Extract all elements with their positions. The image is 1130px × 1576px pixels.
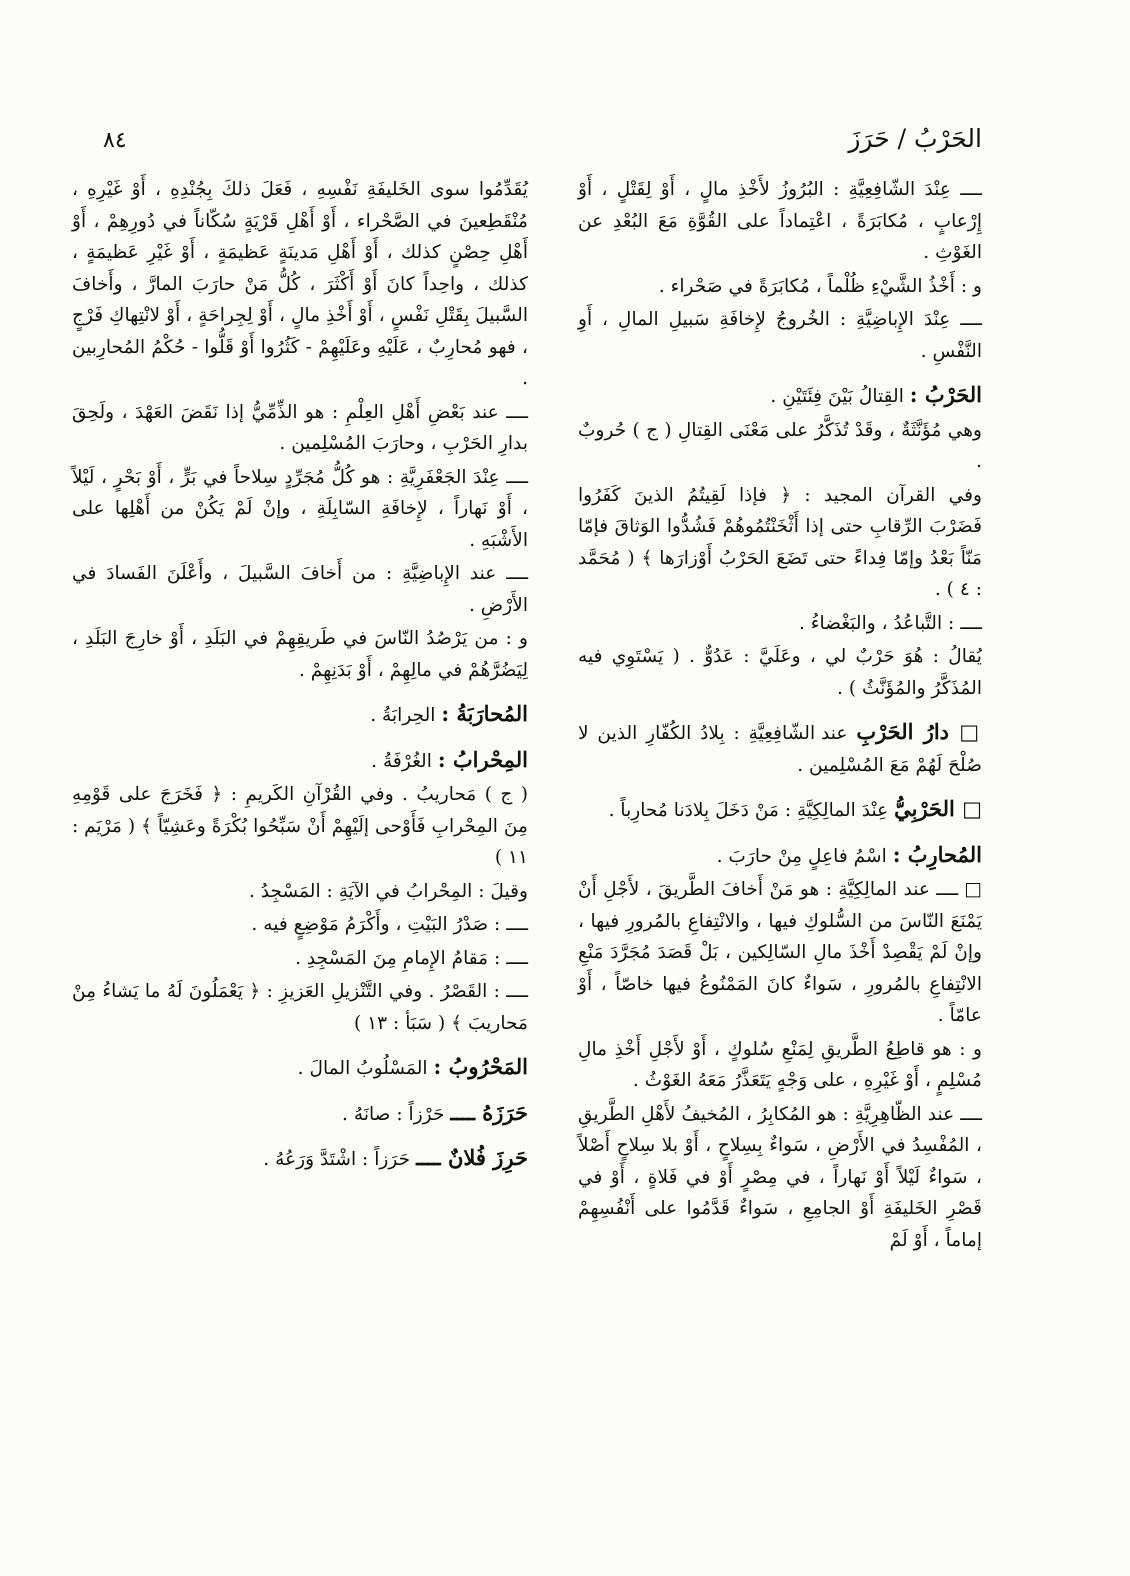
entry-paragraph [578, 1034, 982, 1097]
entry-paragraph [72, 397, 528, 460]
definition-text: وفي القرآن المجيد : ﴿ فإذا لَقِيتُمُ الذينَ كَفَرُوا فَضَرْبَ الرِّقابِ حتى إذا أَثْخَنْتُمُوهُمْ فَشُدُّوا الوَثاقَ فإمّا مَنّاً بَعْدُ وإمّا فِداءً حتى تَضَعَ الحَرْبُ أَوْزارَها ﴾ ( مُحَمَّد : ٤ ) . [578, 484, 982, 600]
definition-text: و : هو قاطِعُ الطَّريقِ لِمَنْعِ سُلوكٍ ، أَوْ لأَجْلِ أَخْذِ مالِ مُسْلِمٍ ، أَوْ غَيْرِهِ ، على وَجْهٍ يَتَعَذَّرُ مَعَهُ الغَوْثُ . [578, 1038, 982, 1091]
definition-text: ــــ : التَّباعُدُ ، والبَغْضاءُ . [798, 612, 982, 634]
definition-text: وهي مُؤَنَّثَةٌ ، وقَدْ تُذَكَّرُ على مَعْنَى القِتالِ ( ج ) حُروبٌ . [578, 419, 982, 472]
entry-paragraph [578, 716, 982, 781]
page-number: ٨٤ [103, 128, 127, 153]
entry-paragraph [578, 379, 982, 413]
definition-text: ــــ عِنْدَ الشّافِعِيَّةِ : البُرُوزُ لأَخْذِ مالٍ ، أَوْ لِقَتْلٍ ، أَوْ إِرْعابٍ ، مُكابَرَةً ، اعْتِماداً على القُوَّةِ مَعَ البُعْدِ عن الغَوْثِ . [578, 179, 982, 263]
entry-paragraph [72, 1051, 528, 1085]
definition-text: يُقالُ : هُوَ حَرْبٌ لي ، وعَلَيَّ : عَدُوٌّ . ( يَسْتَوِي فيه المُذَكَّرُ والمُؤَنَّثُ ) . [578, 646, 982, 699]
definition-text: عِنْدَ المالِكِيَّةِ : مَنْ دَخَلَ بِلادَنا مُحارِباً . [608, 800, 889, 821]
entry-paragraph [72, 558, 528, 621]
definition-text: ــــ : مَقامُ الإِمامِ مِنَ المَسْجِدِ . [295, 947, 528, 969]
definition-text: الحِرابَةُ . [370, 705, 436, 726]
entry-paragraph [72, 943, 528, 975]
entry-paragraph [72, 876, 528, 908]
entry-paragraph [578, 641, 982, 704]
entry-paragraph [578, 304, 982, 367]
definition-text: ــــ عند بَعْضِ أَهْلِ العِلْمِ : هو الذِّمِّيُّ إذا نَقَضَ العَهْدَ ، ولَحِقَ بدارِ الحَرْبِ ، وحارَبَ المُسْلِمين . [72, 401, 528, 454]
definition-text: حَرْزاً : صانَهُ . [342, 1103, 445, 1125]
headword: الحَرْبُ : [909, 382, 982, 407]
definition-text: ــــ عند الظّاهِرِيَّةِ : هو المُكابِرُ ، المُخيفُ لأَهْلِ الطَّريقِ ، المُفْسِدُ في الأَرْضِ ، سَواءٌ بِسِلاحٍ ، أَوْ بلا سِلاحٍ أَصْلاً ، سَواءٌ لَيْلاً أَوْ نَهاراً ، في مِصْرٍ أَوْ في فَلاةٍ ، أَوْ في قَصْرِ الخَليفَةِ أَوْ الجامِعِ ، سَواءٌ قَدَّمُوا على أَنْفُسِهِمْ إماماً ، أَوْ لَمْ [578, 1103, 982, 1251]
headword: المَحْرُوبُ : [433, 1054, 528, 1079]
definition-text: حَرَزاً : اشْتَدَّ وَرَعُهُ . [263, 1149, 411, 1170]
definition-text: ( ج ) مَحاريبُ . وفي القُرْآنِ الكَريمِ : ﴿ فَخَرَجَ على قَوْمِهِ مِنَ المِحْرابِ فَأَوْحى إلَيْهِمْ أَنْ سَبِّحُوا بُكْرَةً وعَشِيّاً ﴾ ( مَرْيَم : ١١ ) [72, 784, 528, 868]
left-column [72, 174, 528, 1178]
entry-paragraph [72, 623, 528, 686]
headword: حَرِزَ فُلانٌ ــــ [416, 1145, 528, 1170]
definition-text: □ ــــ عند المالِكِيَّةِ : هو مَنْ أَخافَ الطَّريقَ ، لأَجْلِ أَنْ يَمْنَعَ النّاسَ من السُّلوكِ فيها ، والانْتِفاعِ بالمُرورِ فيها ، وإنْ لَمْ يَقْصِدْ أَخْذَ مالِ السّالِكين ، بَلْ قَصَدَ مُجَرَّدَ مَنْعِ الانْتِفاعِ بالمُرورِ ، سَواءٌ كانَ المَمْنُوعُ فيها خاصّاً ، أَوْ عامّاً . [578, 879, 982, 1026]
entry-paragraph [72, 1142, 528, 1176]
entry-paragraph [72, 174, 528, 395]
entry-paragraph [578, 874, 982, 1032]
definition-text: ــــ : صَدْرُ البَيْتِ ، وأَكْرَمُ مَوْضِعٍ فيه . [251, 914, 528, 935]
definition-text: ــــ عِنْدَ الإِباضِيَّةِ : الخُروجُ لإِخافَةِ سَبيلِ المالِ ، أَوِ النَّفْسِ . [578, 309, 982, 362]
page-header-title: الحَرْبُ / حَرَزَ [848, 124, 982, 153]
headword: المِحْرابُ : [437, 746, 528, 772]
entry-paragraph [72, 909, 528, 941]
entry-paragraph [578, 608, 982, 640]
entry-paragraph [578, 480, 982, 606]
entry-paragraph [578, 415, 982, 478]
entry-paragraph [578, 174, 982, 269]
definition-text: القِتالُ بَيْنَ فِئَتَيْنِ . [770, 386, 904, 407]
entry-paragraph [578, 793, 982, 827]
definition-text: المَسْلُوبُ المالَ . [297, 1058, 428, 1079]
right-column [578, 174, 982, 1258]
definition-text: يُقَدِّمُوا سوى الخَليفَةِ نَفْسِهِ ، فَعَلَ ذلكَ بِجُنْدِهِ ، أَوْ غَيْرِهِ ، مُنْقَطِعينَ في الصَّحْراء ، أَوْ أَهْلِ قَرْيَةٍ سُكّاناً في دُورِهِمْ ، أَوْ أَهْلِ حِصْنٍ كذلك ، أَوْ أَهْلِ مَدينَةٍ عَظيمَةٍ ، أَوْ غَيْرِ عَظيمَةٍ ، كذلك ، واحِداً كانَ أَوْ أَكْثَرَ ، كُلُّ مَنْ حارَبَ المارَّ ، وأَخافَ السَّبيلَ بِقَتْلِ نَفْسٍ ، أَوْ أَخْذِ مالٍ ، أَوْ لِجِراحَةٍ ، أَوْ لانْتِهاكِ فَرْجٍ ، فهو مُحارِبٌ ، عَلَيْهِ وعَلَيْهِمْ - كَثُرُوا أَوْ قَلُّوا - حُكْمُ المُحارِبين . [72, 179, 528, 389]
headword: المُحارَبَةُ : [441, 701, 528, 726]
definition-text: ــــ : القَصْرُ . وفي التَّنْزيلِ العَزيزِ : ﴿ يَعْمَلُونَ لَهُ ما يَشاءُ مِنْ مَحاريبَ ﴾ ( سَبَأ : ١٣ ) [72, 981, 528, 1034]
definition-text: ــــ عند الإِباضِيَّةِ : من أَخافَ السَّبيلَ ، وأَعْلَنَ الفَسادَ في الأَرْضِ . [72, 563, 528, 616]
definition-text: الغُرْفَةُ . [371, 750, 432, 772]
definition-text: اسْمُ فاعِلٍ مِنْ حارَبَ . [716, 845, 887, 867]
definition-text: و : أَخْذُ الشَّيْءِ ظُلْماً ، مُكابَرَةً في صَحْراء . [658, 275, 982, 297]
definition-text: و : من يَرْصُدُ النّاسَ في طَريقِهِمْ في البَلَدِ ، أَوْ خارِجَ البَلَدِ ، لِيَضُرَّهُمْ في مالِهِمْ ، أَوْ بَدَنِهِمْ . [72, 628, 528, 681]
entry-paragraph [72, 976, 528, 1039]
entry-paragraph [72, 698, 528, 732]
entry-paragraph [578, 271, 982, 303]
entry-paragraph [578, 839, 982, 873]
definition-text: وقيلَ : المِحْرابُ في الآيَةِ : المَسْجِدُ . [248, 880, 528, 902]
entry-paragraph [72, 779, 528, 874]
entry-paragraph [72, 744, 528, 778]
headword: حَرَزَهُ ــــ [450, 1099, 528, 1125]
definition-text: عند الشّافِعِيَّةِ : بِلادُ الكُفّارِ الذين لا صُلْحَ لَهُمْ مَعَ المُسْلِمين . [578, 723, 982, 776]
entry-paragraph [578, 1099, 982, 1257]
entry-paragraph [72, 462, 528, 557]
headword: □ الحَرْبِيُّ [894, 796, 982, 821]
entry-paragraph [72, 1097, 528, 1131]
headword: □ دارُ الحَرْبِ [856, 719, 982, 744]
headword: المُحارِبُ : [892, 841, 982, 867]
definition-text: ــــ عِنْدَ الجَعْفَرِيَّةِ : هو كُلُّ مُجَرِّدٍ سِلاحاً في بَرٍّ ، أَوْ بَحْرٍ ، لَيْلاً ، أَوْ نَهاراً ، لإِخافَةِ السّابِلَةِ ، وإنْ لَمْ يَكُنْ من أَهْلِها على الأَشْبَهِ . [72, 466, 528, 551]
